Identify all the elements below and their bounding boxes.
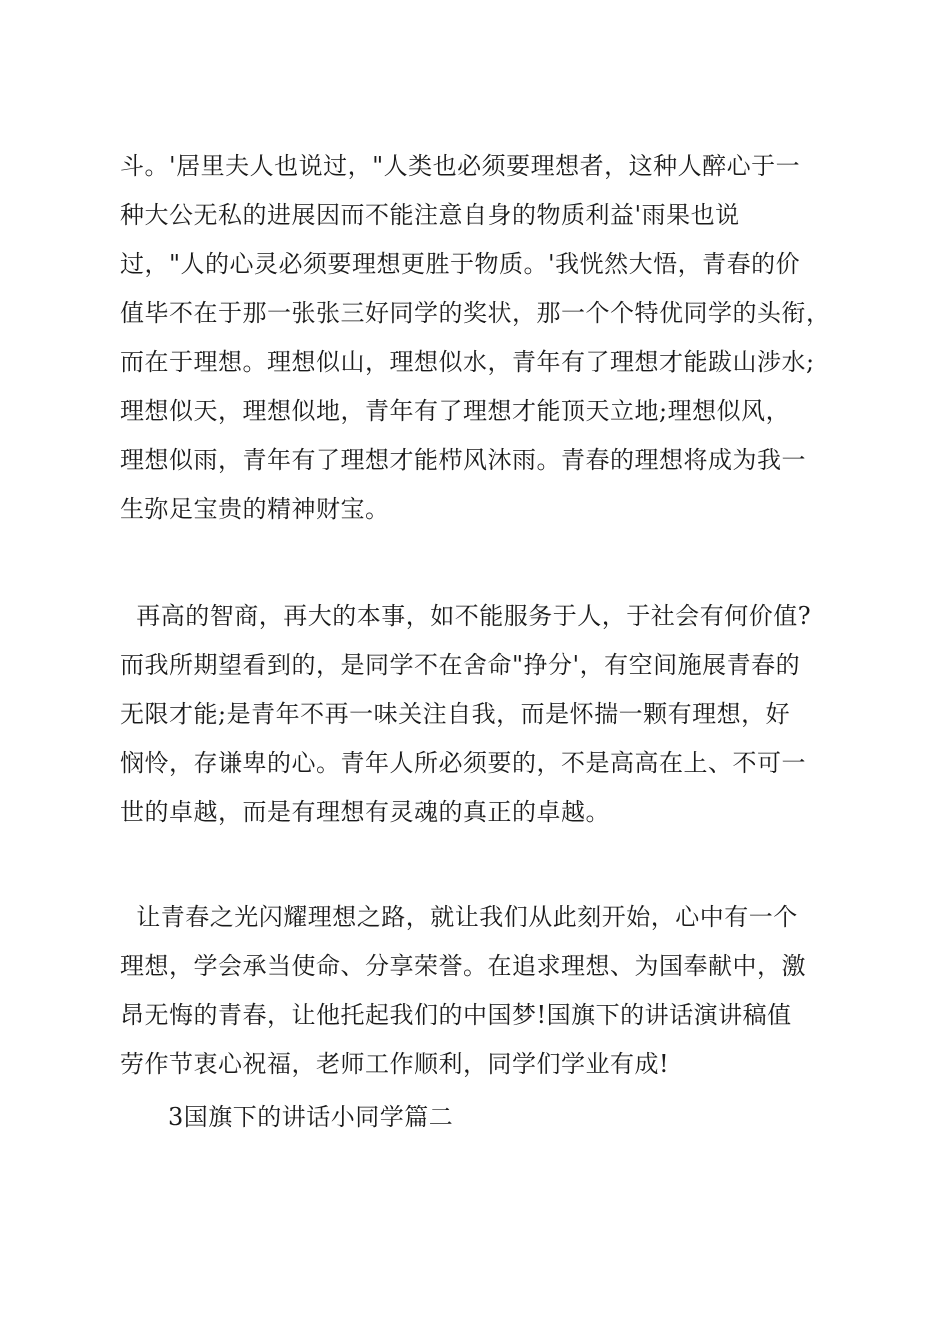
paragraph-line: 过，"人的心灵必须要理想更胜于物质。'我恍然大悟，青春的价 [120, 250, 801, 278]
paragraph-line: 再高的智商，再大的本事，如不能服务于人，于社会有何价值? [120, 602, 812, 630]
paragraph-line: 悯怜，存谦卑的心。青年人所必须要的，不是高高在上、不可一 [120, 749, 806, 777]
paragraph-line: 值毕不在于那一张张三好同学的奖状，那一个个特优同学的头衔， [120, 299, 831, 327]
paragraph-line: 理想似雨，青年有了理想才能栉风沐雨。青春的理想将成为我一 [120, 446, 806, 474]
paragraph-3 [120, 893, 860, 1089]
paragraph-line: 让青春之光闪耀理想之路，就让我们从此刻开始，心中有一个 [120, 903, 798, 931]
paragraph-line: 理想，学会承当使命、分享荣誉。在追求理想、为国奉献中，激 [120, 952, 806, 980]
paragraph-line: 无限才能;是青年不再一味关注自我，而是怀揣一颗有理想，好 [120, 700, 791, 728]
paragraph-line: 世的卓越，而是有理想有灵魂的真正的卓越。 [120, 798, 610, 826]
paragraph-line: 昂无悔的青春，让他托起我们的中国梦!国旗下的讲话演讲稿值 [120, 1001, 792, 1029]
paragraph-line: 斗。'居里夫人也说过，"人类也必须要理想者，这种人醉心于一 [120, 152, 801, 180]
paragraph-2 [120, 592, 860, 837]
paragraph-1 [120, 142, 860, 534]
paragraph-line: 而在于理想。理想似山，理想似水，青年有了理想才能跋山涉水; [120, 348, 815, 376]
paragraph-line: 种大公无私的进展因而不能注意自身的物质利益'雨果也说 [120, 201, 740, 229]
paragraph-line: 生弥足宝贵的精神财宝。 [120, 495, 390, 523]
paragraph-line: 而我所期望看到的，是同学不在舍命"挣分'，有空间施展青春的 [120, 651, 801, 679]
paragraph-line: 劳作节衷心祝福，老师工作顺利，同学们学业有成! [120, 1050, 670, 1078]
section-heading: 3国旗下的讲话小同学篇二 [168, 1103, 454, 1131]
paragraph-line: 理想似天，理想似地，青年有了理想才能顶天立地;理想似风， [120, 397, 791, 425]
